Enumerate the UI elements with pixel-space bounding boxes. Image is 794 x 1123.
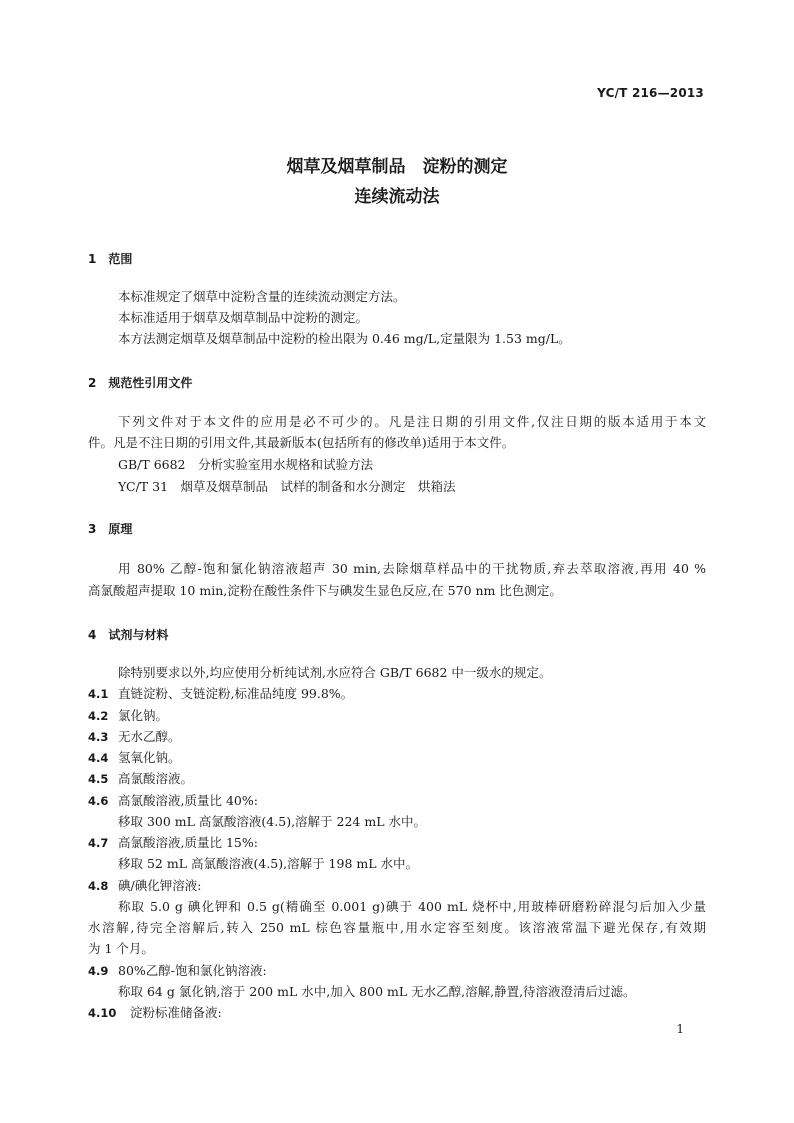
item-number: 4.1: [88, 687, 109, 701]
paragraph: 本标准适用于烟草及烟草制品中淀粉的测定。: [118, 310, 369, 325]
paragraph: 本方法测定烟草及烟草制品中淀粉的检出限为 0.46 mg/L,定量限为 1.53 mg/L。: [118, 331, 571, 346]
paragraph: 件。凡是不注日期的引用文件,其最新版本(包括所有的修改单)适用于本文件。: [88, 435, 515, 450]
paragraph: 移取 300 mL 高氯酸溶液(4.5),溶解于 224 mL 水中。: [118, 814, 426, 829]
paragraph: 除特别要求以外,均应使用分析纯试剂,水应符合 GB/T 6682 中一级水的规定。: [118, 665, 552, 680]
item-text: 直链淀粉、支链淀粉,标准品纯度 99.8%。: [118, 686, 354, 701]
paragraph: 移取 52 mL 高氯酸溶液(4.5),溶解于 198 mL 水中。: [118, 856, 419, 871]
item-number: 4.5: [88, 772, 109, 786]
reference-item: YC/T 31 烟草及烟草制品 试样的制备和水分测定 烘箱法: [118, 479, 456, 494]
item-text: 无水乙醇。: [118, 729, 181, 744]
document-title: 烟草及烟草制品 淀粉的测定: [286, 157, 508, 177]
reference-item: GB/T 6682 分析实验室用水规格和试验方法: [118, 457, 374, 472]
list-item: [88, 750, 181, 766]
paragraph: 下列文件对于本文件的应用是必不可少的。凡是注日期的引用文件,仅注日期的版本适用于本文: [118, 414, 706, 429]
paragraph: 为 1 个月。: [88, 941, 154, 956]
list-item: [88, 878, 201, 894]
paragraph: 用 80% 乙醇-饱和氯化钠溶液超声 30 min,去除烟草样品中的干扰物质,弃去萃取溶液,再用 40 %: [118, 561, 706, 576]
item-text: 淀粉标准储备液:: [130, 1005, 222, 1020]
standard-code: YC/T 216—2013: [597, 86, 704, 100]
item-number: 4.10: [88, 1006, 117, 1020]
section-heading-scope: 1 范围: [88, 252, 133, 266]
item-number: 4.8: [88, 879, 109, 893]
item-text: 高氯酸溶液。: [118, 771, 194, 786]
item-number: 4.6: [88, 794, 109, 808]
item-text: 氯化钠。: [118, 708, 169, 723]
list-item: [88, 708, 168, 724]
paragraph: 称取 5.0 g 碘化钾和 0.5 g(精确至 0.001 g)碘于 400 mL 烧杯中,用玻棒研磨粉碎混匀后加入少量: [118, 899, 706, 914]
document-subtitle: 连续流动法: [354, 187, 440, 207]
item-text: 氢氧化钠。: [118, 750, 181, 765]
item-number: 4.3: [88, 730, 109, 744]
section-heading-principle: 3 原理: [88, 522, 133, 536]
item-text: 碘/碘化钾溶液:: [118, 878, 202, 893]
item-text: 80%乙醇-饱和氯化钠溶液:: [118, 963, 267, 978]
list-item: [88, 771, 193, 787]
list-item: [88, 729, 181, 745]
list-item: [88, 835, 258, 851]
page-number: 1: [676, 1022, 684, 1036]
paragraph: 本标准规定了烟草中淀粉含量的连续流动测定方法。: [118, 289, 406, 304]
list-item: [88, 1005, 222, 1021]
paragraph: 称取 64 g 氯化钠,溶于 200 mL 水中,加入 800 mL 无水乙醇,溶解,静置,待溶液澄清后过滤。: [118, 984, 636, 999]
paragraph: 高氯酸超声提取 10 min,淀粉在酸性条件下与碘发生显色反应,在 570 nm 比色测定。: [88, 583, 562, 598]
list-item: [88, 963, 267, 979]
item-text: 高氯酸溶液,质量比 40%:: [118, 793, 258, 808]
list-item: [88, 686, 353, 702]
item-number: 4.4: [88, 751, 109, 765]
section-heading-normative-references: 2 规范性引用文件: [88, 376, 193, 390]
list-item: [88, 793, 258, 809]
paragraph: 水溶解,待完全溶解后,转入 250 mL 棕色容量瓶中,用水定容至刻度。该溶液常温下避光保存,有效期: [88, 920, 706, 935]
section-heading-reagents: 4 试剂与材料: [88, 628, 169, 642]
item-number: 4.2: [88, 709, 109, 723]
item-number: 4.9: [88, 964, 109, 978]
item-text: 高氯酸溶液,质量比 15%:: [118, 835, 258, 850]
item-number: 4.7: [88, 836, 109, 850]
